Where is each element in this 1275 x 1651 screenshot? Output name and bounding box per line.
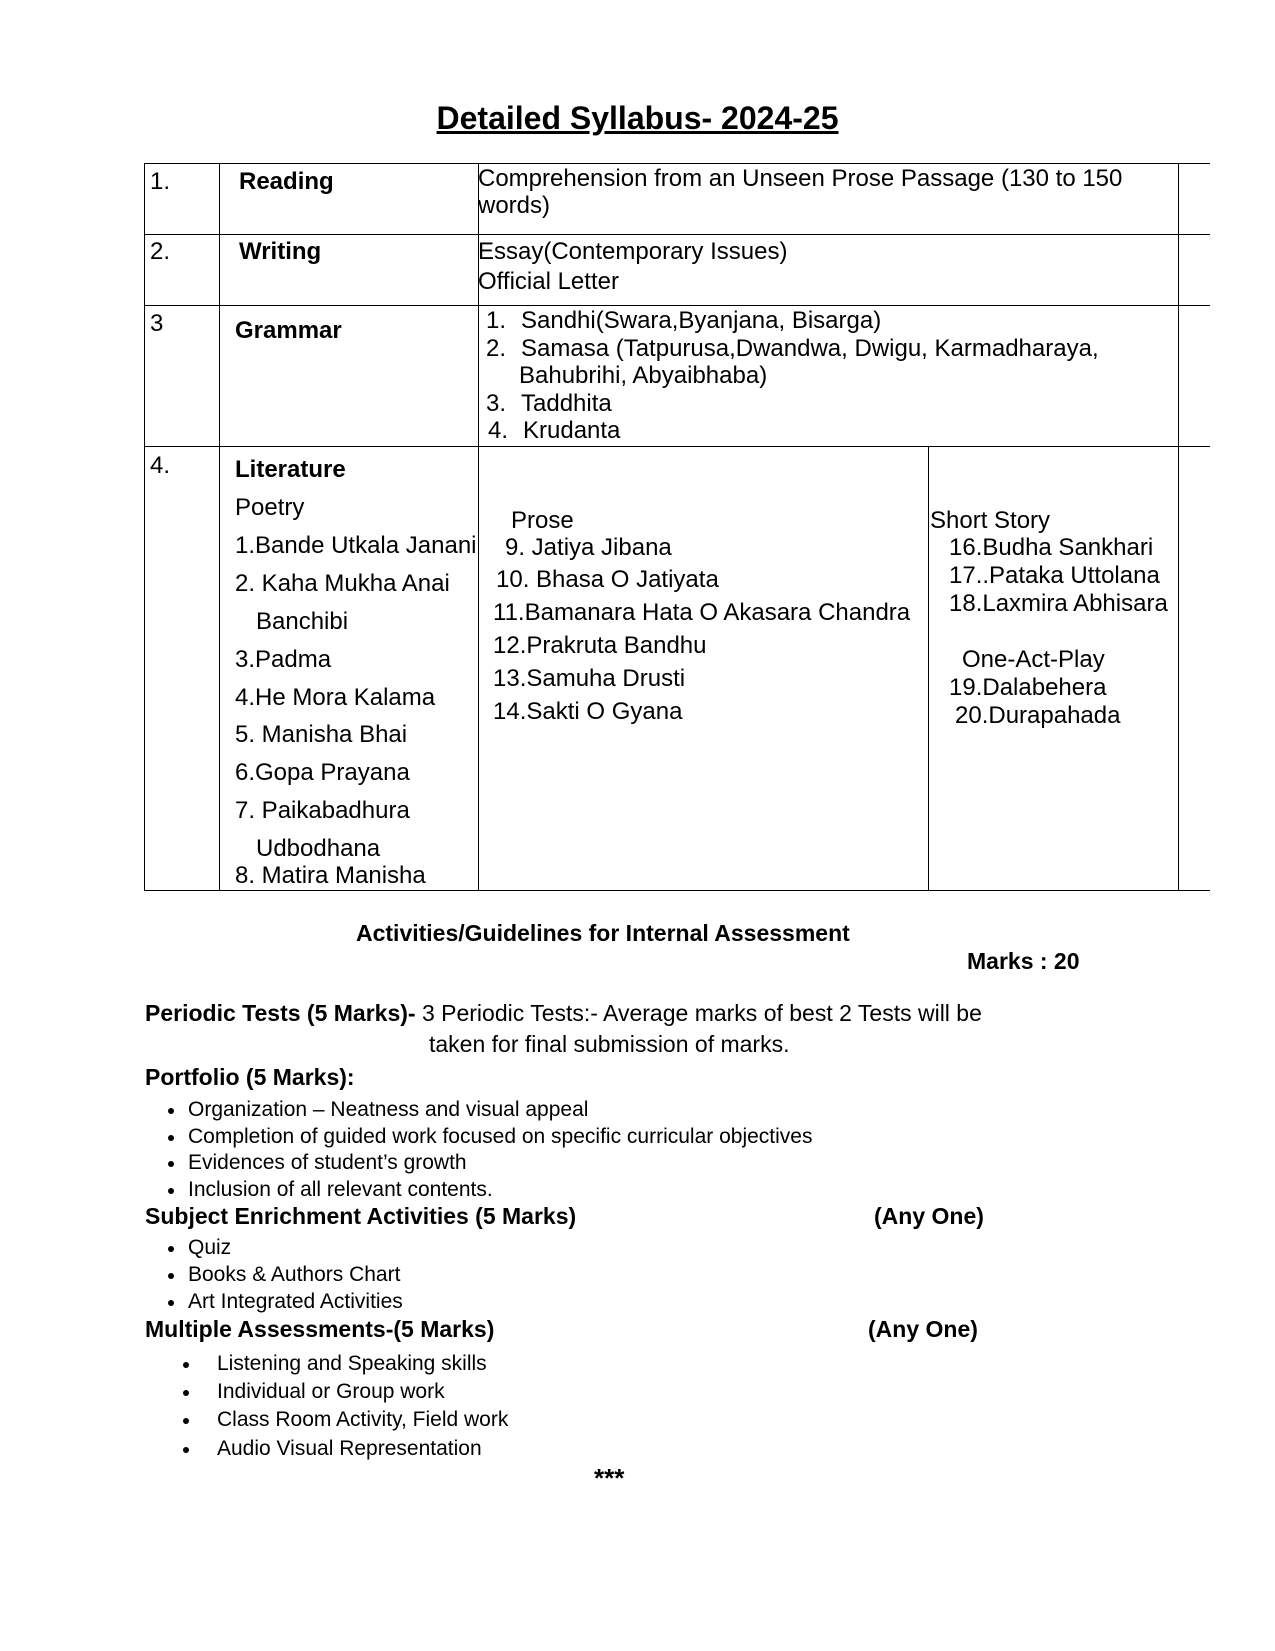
row-number: 1. bbox=[150, 168, 171, 195]
one-act-play-heading: One-Act-Play bbox=[962, 646, 1105, 673]
short-story-item: 16.Budha Sankhari bbox=[949, 534, 1154, 561]
prose-item: 9. Jatiya Jibana bbox=[505, 534, 672, 561]
one-act-play-item: 19.Dalabehera bbox=[949, 674, 1107, 701]
periodic-tests bbox=[145, 1000, 982, 1027]
writing-line: Essay(Contemporary Issues) bbox=[478, 238, 788, 265]
multiple-assessment-item: Listening and Speaking skills bbox=[217, 1352, 487, 1375]
section-literature: Literature bbox=[235, 456, 346, 483]
grammar-item-number: 4. bbox=[488, 417, 509, 444]
end-mark: *** bbox=[594, 1463, 625, 1493]
one-act-play-item: 20.Durapahada bbox=[955, 702, 1121, 729]
enrichment-item: Quiz bbox=[188, 1236, 232, 1259]
grammar-item-number: 1. bbox=[486, 307, 507, 334]
portfolio-heading: Portfolio (5 Marks): bbox=[145, 1064, 355, 1090]
portfolio-item: Inclusion of all relevant contents. bbox=[188, 1178, 493, 1201]
row-number: 4. bbox=[150, 452, 171, 479]
grammar-item: Sandhi(Swara,Byanjana, Bisarga) bbox=[521, 307, 882, 334]
section-grammar: Grammar bbox=[235, 317, 342, 344]
section-reading: Reading bbox=[239, 168, 334, 195]
multiple-assessments-heading: Multiple Assessments-(5 Marks) bbox=[145, 1316, 495, 1342]
marks-total: Marks : 20 bbox=[967, 948, 1080, 974]
reading-line: words) bbox=[478, 192, 551, 219]
enrichment-note: (Any One) bbox=[874, 1203, 984, 1229]
prose-item: 12.Prakruta Bandhu bbox=[493, 632, 707, 659]
grammar-item: Samasa (Tatpurusa,Dwandwa, Dwigu, Karmadharaya, bbox=[521, 335, 1099, 362]
multiple-assessment-item: Individual or Group work bbox=[217, 1380, 445, 1403]
multiple-assessment-item: Audio Visual Representation bbox=[217, 1437, 482, 1460]
periodic-tests-text: 3 Periodic Tests:- Average marks of best 2 Tests will be bbox=[415, 1000, 982, 1026]
poetry-item: 2. Kaha Mukha Anai bbox=[235, 570, 450, 597]
grammar-item: Bahubrihi, Abyaibhaba) bbox=[519, 362, 768, 389]
multiple-assessment-item: Class Room Activity, Field work bbox=[217, 1408, 509, 1431]
row-number: 2. bbox=[150, 238, 171, 265]
portfolio-item: Evidences of student’s growth bbox=[188, 1151, 467, 1174]
grammar-item: Krudanta bbox=[523, 417, 621, 444]
reading-line: Comprehension from an Unseen Prose Passage (130 to 150 bbox=[478, 165, 1123, 192]
poetry-item: 6.Gopa Prayana bbox=[235, 759, 410, 786]
prose-item: 10. Bhasa O Jatiyata bbox=[496, 566, 719, 593]
short-story-item: 18.Laxmira Abhisara bbox=[949, 590, 1168, 617]
grammar-item-number: 2. bbox=[486, 335, 507, 362]
prose-item: 11.Bamanara Hata O Akasara Chandra bbox=[493, 599, 911, 626]
poetry-item: 4.He Mora Kalama bbox=[235, 684, 436, 711]
poetry-item: 5. Manisha Bhai bbox=[235, 721, 408, 748]
row-number: 3 bbox=[150, 310, 164, 337]
section-writing: Writing bbox=[239, 238, 322, 265]
assessment-heading: Activities/Guidelines for Internal Assessment bbox=[356, 920, 850, 946]
enrichment-item: Art Integrated Activities bbox=[188, 1290, 403, 1313]
periodic-tests-label: Periodic Tests (5 Marks)- bbox=[145, 1000, 416, 1026]
poetry-item: Udbodhana bbox=[256, 835, 381, 862]
short-story-heading: Short Story bbox=[930, 507, 1051, 534]
periodic-tests-text-cont: taken for final submission of marks. bbox=[429, 1031, 790, 1057]
writing-line: Official Letter bbox=[478, 268, 619, 295]
portfolio-item: Completion of guided work focused on specific curricular objectives bbox=[188, 1125, 813, 1148]
poetry-item: 1.Bande Utkala Janani bbox=[235, 532, 477, 559]
prose-item: 14.Sakti O Gyana bbox=[493, 698, 683, 725]
poetry-item: 3.Padma bbox=[235, 646, 332, 673]
grammar-item: Taddhita bbox=[521, 390, 612, 417]
short-story-item: 17..Pataka Uttolana bbox=[949, 562, 1160, 589]
portfolio-item: Organization – Neatness and visual appeal bbox=[188, 1098, 589, 1121]
grammar-item-number: 3. bbox=[486, 390, 507, 417]
enrichment-heading: Subject Enrichment Activities (5 Marks) bbox=[145, 1203, 577, 1229]
enrichment-item: Books & Authors Chart bbox=[188, 1263, 401, 1286]
poetry-item: 8. Matira Manisha bbox=[235, 862, 426, 889]
multiple-assessments-note: (Any One) bbox=[868, 1316, 978, 1342]
poetry-item: 7. Paikabadhura bbox=[235, 797, 410, 824]
prose-item: 13.Samuha Drusti bbox=[493, 665, 686, 692]
poetry-heading: Poetry bbox=[235, 494, 305, 521]
poetry-item: Banchibi bbox=[256, 608, 349, 635]
prose-heading: Prose bbox=[511, 507, 574, 534]
page-title: Detailed Syllabus- 2024-25 bbox=[436, 100, 839, 136]
